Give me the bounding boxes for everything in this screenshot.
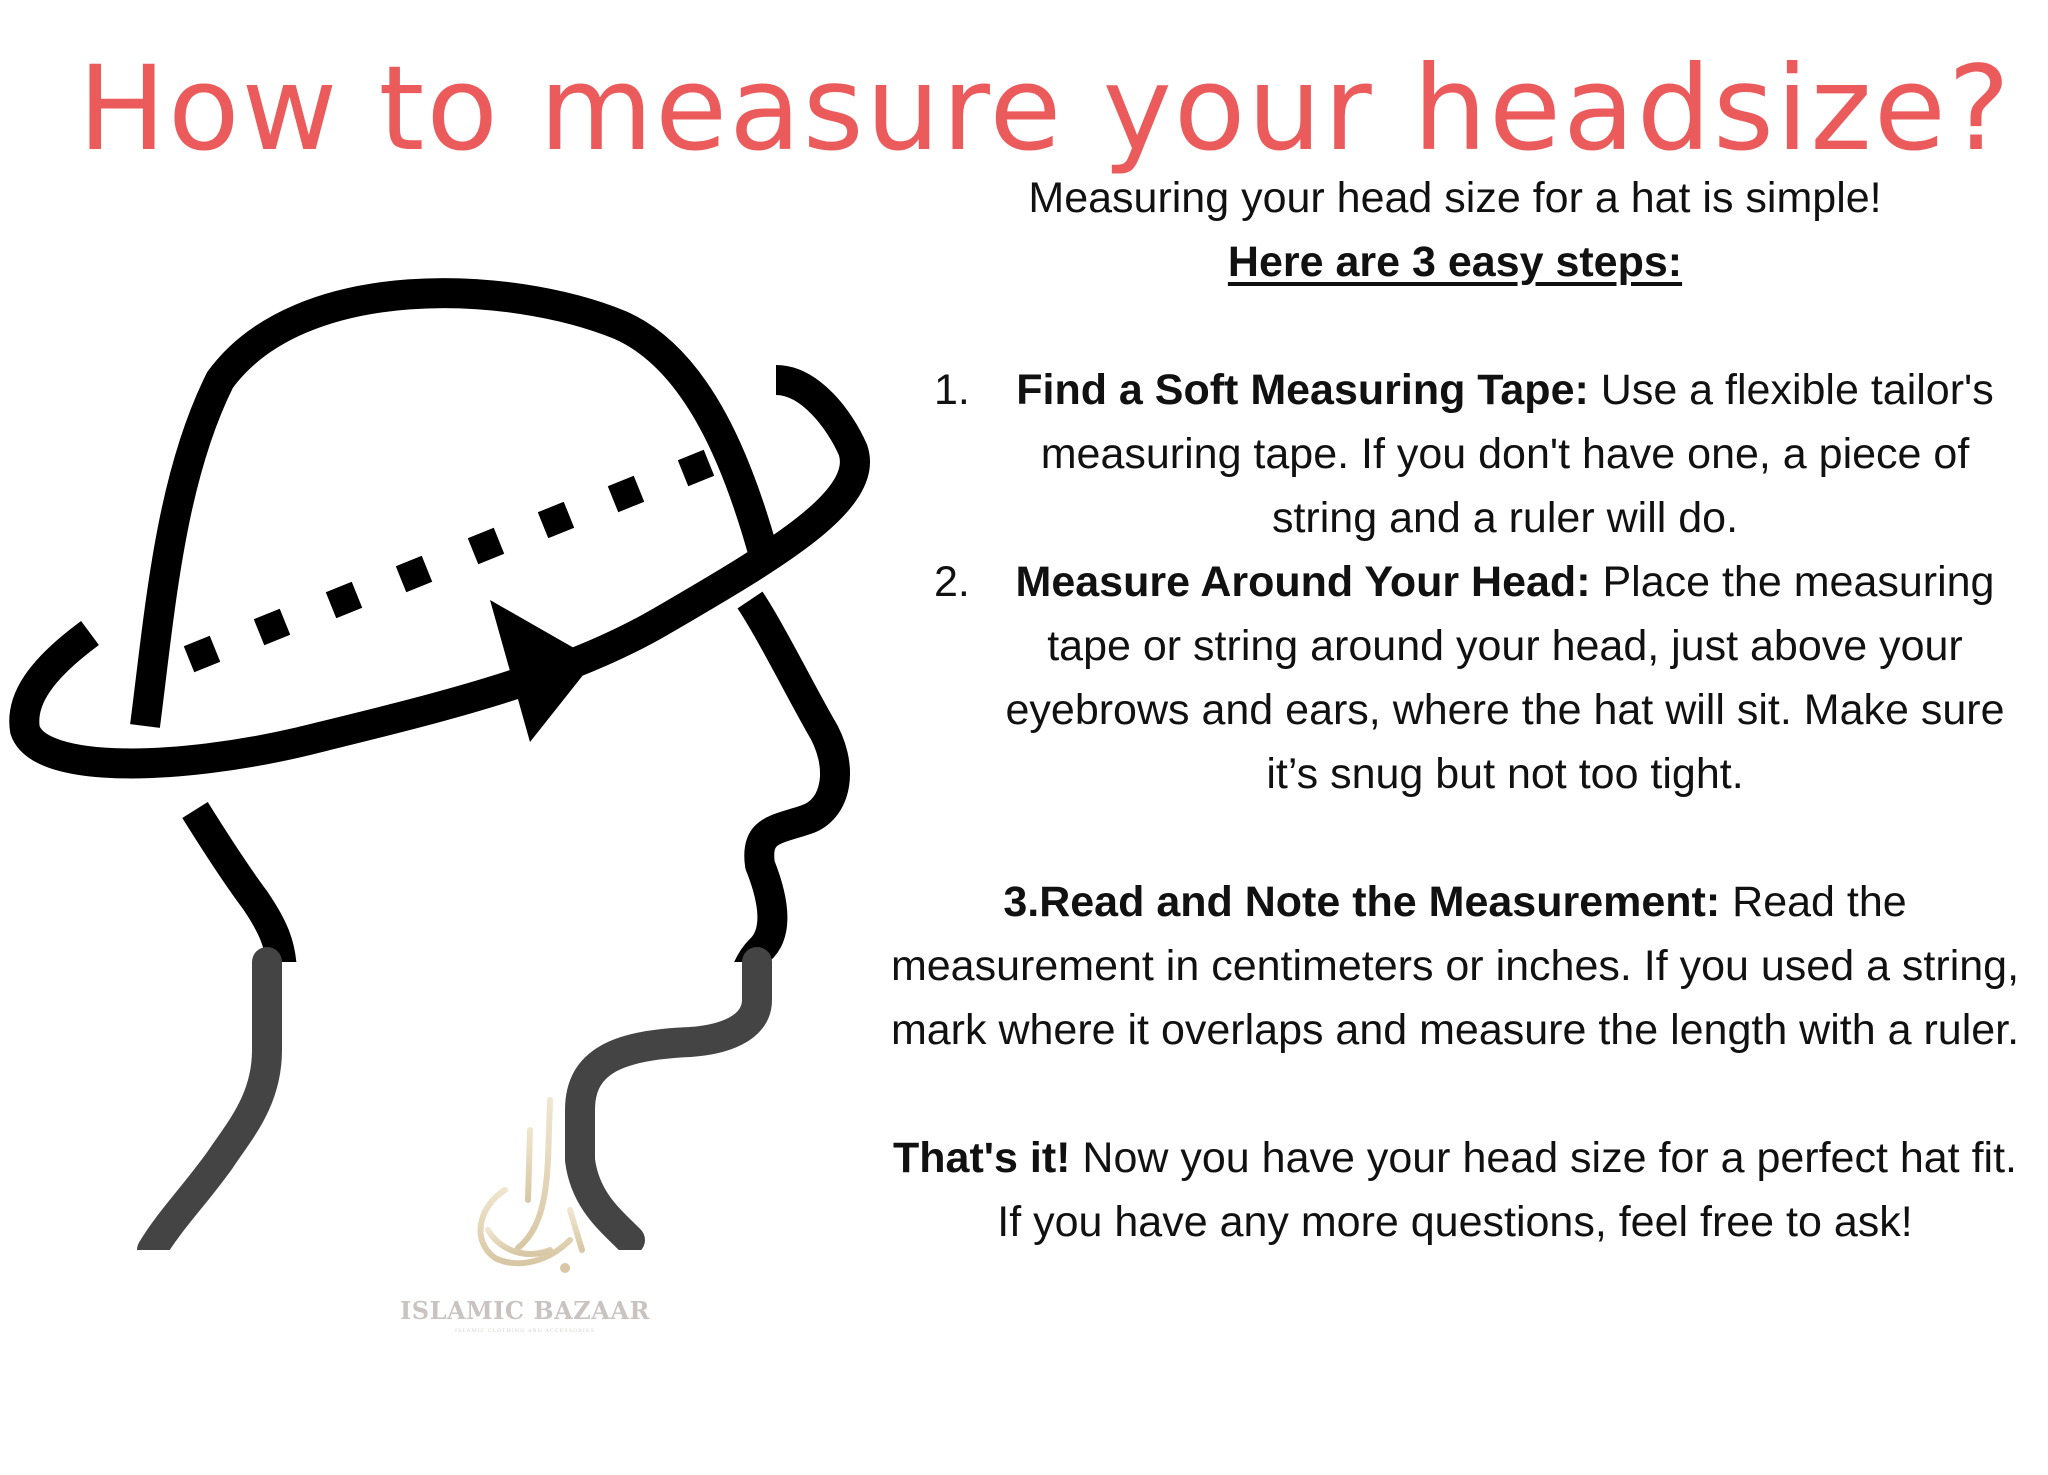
step-2 [890,550,2020,806]
intro-line: Measuring your head size for a hat is simple! [1028,174,1882,222]
step-text: Place the measuring tape or string around your head, just above your eyebrows and ears, where the hat will sit. Make sure it’s snug but not too tight. [1005,558,2005,798]
instructions [890,166,2020,1254]
step-number: 1. [934,366,970,414]
step-text: Read the measurement in centimeters or inches. If you used a string, mark where it overlaps and measure the length with a ruler. [890,878,2020,1054]
step-text: Use a flexible tailor's measuring tape. If you don't have one, a piece of string and a ruler will do. [1040,366,1994,542]
steps-subheading: Here are 3 easy steps: [1227,238,1683,286]
step-number: 2. [934,558,970,606]
step-1 [890,358,2020,550]
calligraphy-logo-icon [400,1090,650,1290]
closing-note [890,1126,2020,1254]
closing-emphasis: That's it! [893,1134,1071,1182]
step-number: 3. [1003,878,1040,926]
closing-text: Now you have your head size for a perfect hat fit. If you have any more questions, feel free to ask! [997,1134,2017,1246]
step-3 [890,870,2020,1062]
step-heading: Find a Soft Measuring Tape: [1016,366,1589,414]
head-crown-outline [145,293,763,726]
page-title: How to measure your headsize? [78,40,2012,177]
step-heading: Measure Around Your Head: [1015,558,1591,606]
neck-back-outline [152,962,267,1250]
logo-name: ISLAMIC BAZAAR [400,1296,650,1325]
step-heading: Read and Note the Measurement: [1039,878,1721,926]
brand-logo [400,1090,650,1350]
tape-arrow-icon [490,600,595,742]
face-profile-outline [726,600,835,1135]
logo-tagline: ISLAMIC CLOTHING AND ACCESSORIES [455,1328,595,1334]
